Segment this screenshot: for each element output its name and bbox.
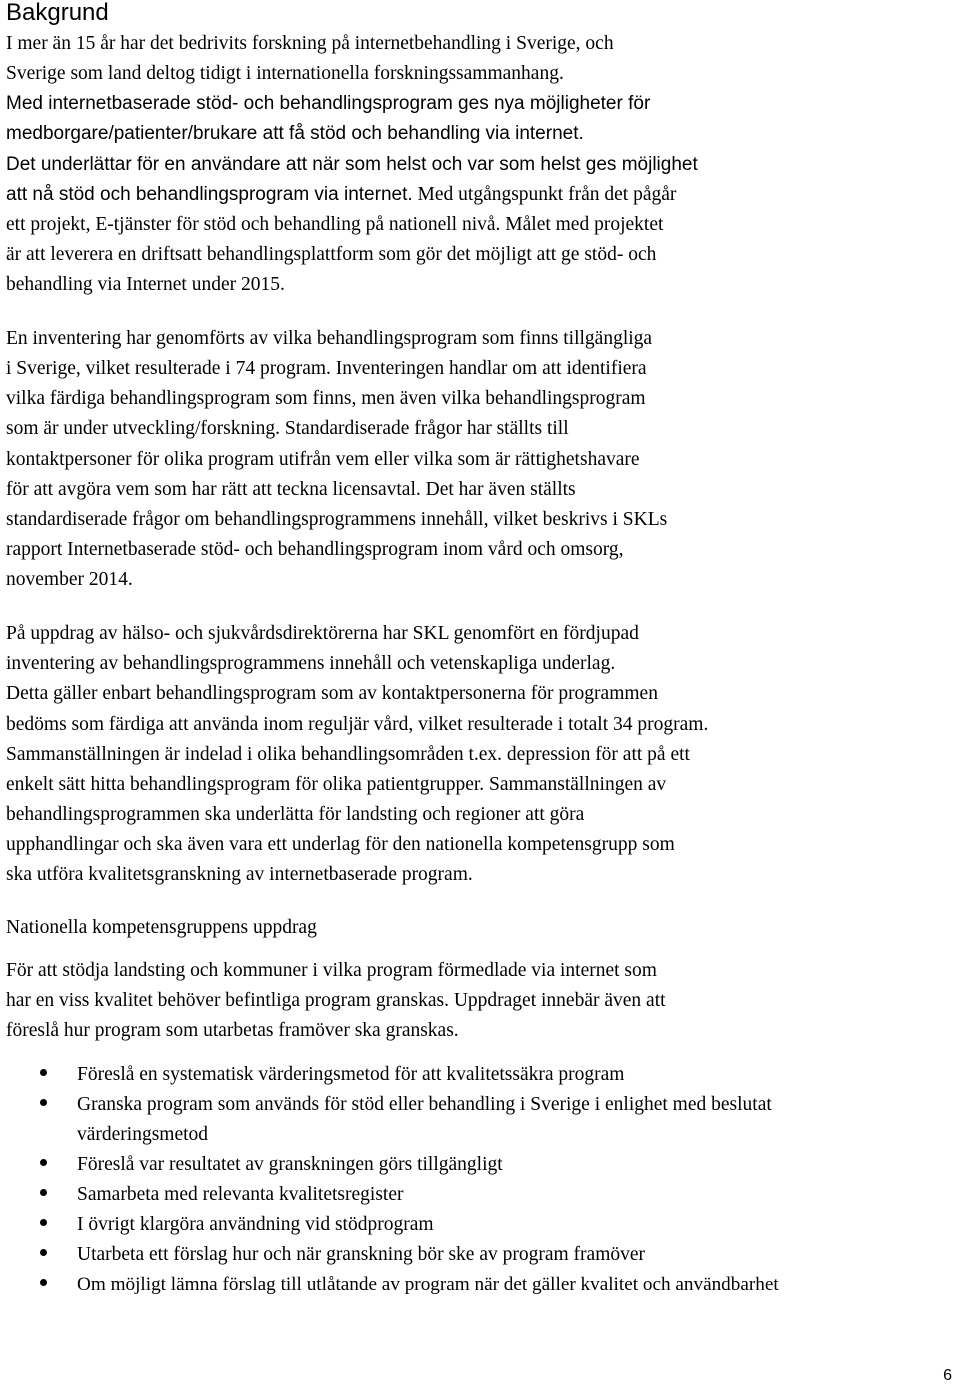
bullet-icon (40, 1159, 47, 1166)
bullet-icon (40, 1249, 47, 1256)
page-number: 6 (943, 1367, 952, 1384)
bullet-icon (40, 1189, 47, 1196)
list-item-continuation: värderingsmetod (77, 1124, 209, 1145)
intro-line: medborgare/patienter/brukare att få stöd och behandling via internet. (6, 123, 584, 144)
mission-line: För att stödja landsting och kommuner i vilka program förmedlade via internet som (6, 960, 657, 981)
intro-line-serif: Med utgångspunkt från det pågår (412, 184, 677, 205)
assignment-line: På uppdrag av hälso- och sjukvårdsdirektörerna har SKL genomfört en fördjupad (6, 623, 639, 644)
inventory-line: november 2014. (6, 569, 133, 590)
intro-line: Med internetbaserade stöd- och behandlingsprogram ges nya möjligheter för (6, 93, 651, 114)
inventory-line: rapport Internetbaserade stöd- och behandlingsprogram inom vård och omsorg, (6, 539, 624, 560)
assignment-line: upphandlingar och ska även vara ett underlag för den nationella kompetensgrupp som (6, 834, 675, 855)
intro-line-sans: att nå stöd och behandlingsprogram via internet. (6, 184, 413, 205)
intro-line: Det underlättar för en användare att när som helst och var som helst ges möjlighet (6, 154, 698, 175)
intro-line: I mer än 15 år har det bedrivits forskning på internetbehandling i Sverige, och (6, 33, 614, 54)
intro-line-mixed (6, 213, 663, 237)
inventory-line: som är under utveckling/forskning. Standardiserade frågor har ställts till (6, 418, 569, 439)
assignment-line: enkelt sätt hitta behandlingsprogram för olika patientgrupper. Sammanställningen av (6, 774, 667, 795)
bullet-icon (40, 1069, 47, 1076)
list-item-text: Om möjligt lämna förslag till utlåtande av program när det gäller kvalitet och användbarhet (77, 1274, 779, 1295)
list-item-text: Föreslå en systematisk värderingsmetod för att kvalitetssäkra program (77, 1064, 625, 1085)
assignment-line: ska utföra kvalitetsgranskning av internetbaserade program. (6, 864, 473, 885)
intro-line-mixed (6, 183, 676, 207)
assignment-line: bedöms som färdiga att använda inom reguljär vård, vilket resulterade i totalt 34 program. (6, 714, 709, 735)
inventory-line: vilka färdiga behandlingsprogram som finns, men även vilka behandlingsprogram (6, 388, 646, 409)
assignment-line: behandlingsprogrammen ska underlätta för landsting och regioner att göra (6, 804, 585, 825)
list-item-text: Granska program som används för stöd eller behandling i Sverige i enlighet med beslutat (77, 1094, 772, 1115)
inventory-line: standardiserade frågor om behandlingsprogrammens innehåll, vilket beskrivs i SKLs (6, 509, 668, 530)
intro-line-serif: ett projekt, E-tjänster för stöd och behandling på nationell nivå. (6, 214, 501, 235)
inventory-line: En inventering har genomförts av vilka behandlingsprogram som finns tillgängliga (6, 328, 653, 349)
list-item-text: Föreslå var resultatet av granskningen görs tillgängligt (77, 1154, 503, 1175)
intro-line: är att leverera en driftsatt behandlingsplattform som gör det möjligt att ge stöd- och (6, 244, 657, 265)
section-heading: Bakgrund (6, 0, 109, 26)
inventory-line: i Sverige, vilket resulterade i 74 program. Inventeringen handlar om att identifiera (6, 358, 647, 379)
subsection-heading: Nationella kompetensgruppens uppdrag (6, 917, 317, 938)
list-item-text: I övrigt klargöra användning vid stödprogram (77, 1214, 434, 1235)
mission-line: har en viss kvalitet behöver befintliga program granskas. Uppdraget innebär även att (6, 990, 666, 1011)
list-item-text: Utarbeta ett förslag hur och när granskning bör ske av program framöver (77, 1244, 646, 1265)
inventory-line: kontaktpersoner för olika program utifrån vem eller vilka som är rättighetshavare (6, 449, 640, 470)
list-item-text: Samarbeta med relevanta kvalitetsregister (77, 1184, 404, 1205)
bullet-icon (40, 1099, 47, 1106)
intro-line: Sverige som land deltog tidigt i internationella forskningssammanhang. (6, 63, 564, 84)
bullet-icon (40, 1219, 47, 1226)
assignment-line: Sammanställningen är indelad i olika behandlingsområden t.ex. depression för att på ett (6, 744, 690, 765)
intro-line: behandling via Internet under 2015. (6, 274, 285, 295)
assignment-line: Detta gäller enbart behandlingsprogram som av kontaktpersonerna för programmen (6, 683, 658, 704)
assignment-line: inventering av behandlingsprogrammens innehåll och vetenskapliga underlag. (6, 653, 616, 674)
inventory-line: för att avgöra vem som har rätt att teckna licensavtal. Det har även ställts (6, 479, 576, 500)
bullet-icon (40, 1279, 47, 1286)
intro-line-serif: Målet med projektet (500, 214, 664, 235)
mission-line: föreslå hur program som utarbetas framöver ska granskas. (6, 1020, 459, 1041)
